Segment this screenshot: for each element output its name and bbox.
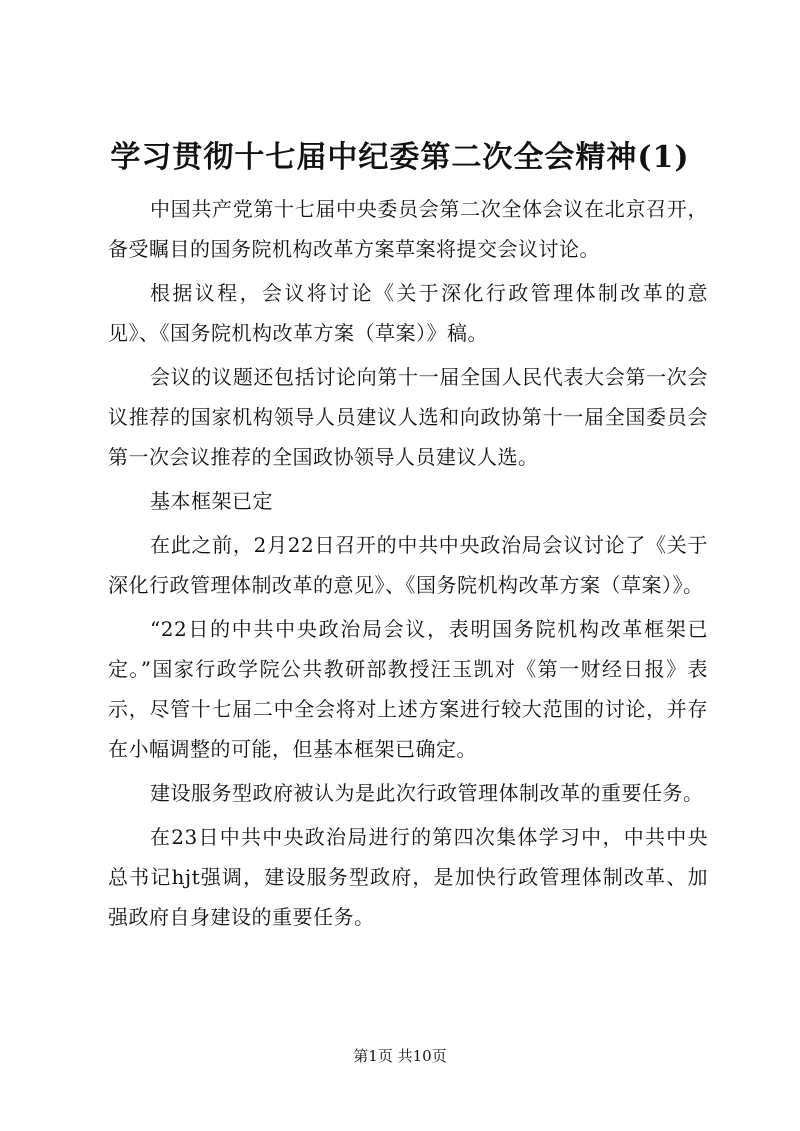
paragraph-3: 会议的议题还包括讨论向第十一届全国人民代表大会第一次会议推荐的国家机构领导人员建议人选和向政协第十一届全国委员会第一次会议推荐的全国政协领导人员建议人选。	[108, 365, 708, 469]
document-title: 学习贯彻十七届中纪委第二次全会精神(1)	[110, 140, 690, 175]
paragraph-1: 中国共产党第十七届中央委员会第二次全体会议在北京召开，备受瞩目的国务院机构改革方案草案将提交会议讨论。	[108, 197, 708, 261]
document-body	[108, 189, 708, 941]
paragraph-7: 建设服务型政府被认为是此次行政管理体制改革的重要任务。	[150, 781, 704, 805]
paragraph-2: 根据议程，会议将讨论《关于深化行政管理体制改革的意见》、《国务院机构改革方案（草案）》稿。	[108, 281, 708, 345]
paragraph-8: 在23日中共中央政治局进行的第四次集体学习中，中共中央总书记hjt强调，建设服务型政府，是加快行政管理体制改革、加强政府自身建设的重要任务。	[108, 825, 708, 929]
page-footer: 第1页 共10页	[353, 1047, 447, 1065]
paragraph-6: “22日的中共中央政治局会议，表明国务院机构改革框架已定。”国家行政学院公共教研部教授汪玉凯对《第一财经日报》表示，尽管十七届二中全会将对上述方案进行较大范围的讨论，并存在小幅调整的可能，但基本框架已确定。	[108, 617, 708, 761]
section-heading: 基本框架已定	[150, 489, 273, 513]
paragraph-5: 在此之前，2月22日召开的中共中央政治局会议讨论了《关于深化行政管理体制改革的意见》、《国务院机构改革方案（草案）》。	[108, 533, 708, 597]
